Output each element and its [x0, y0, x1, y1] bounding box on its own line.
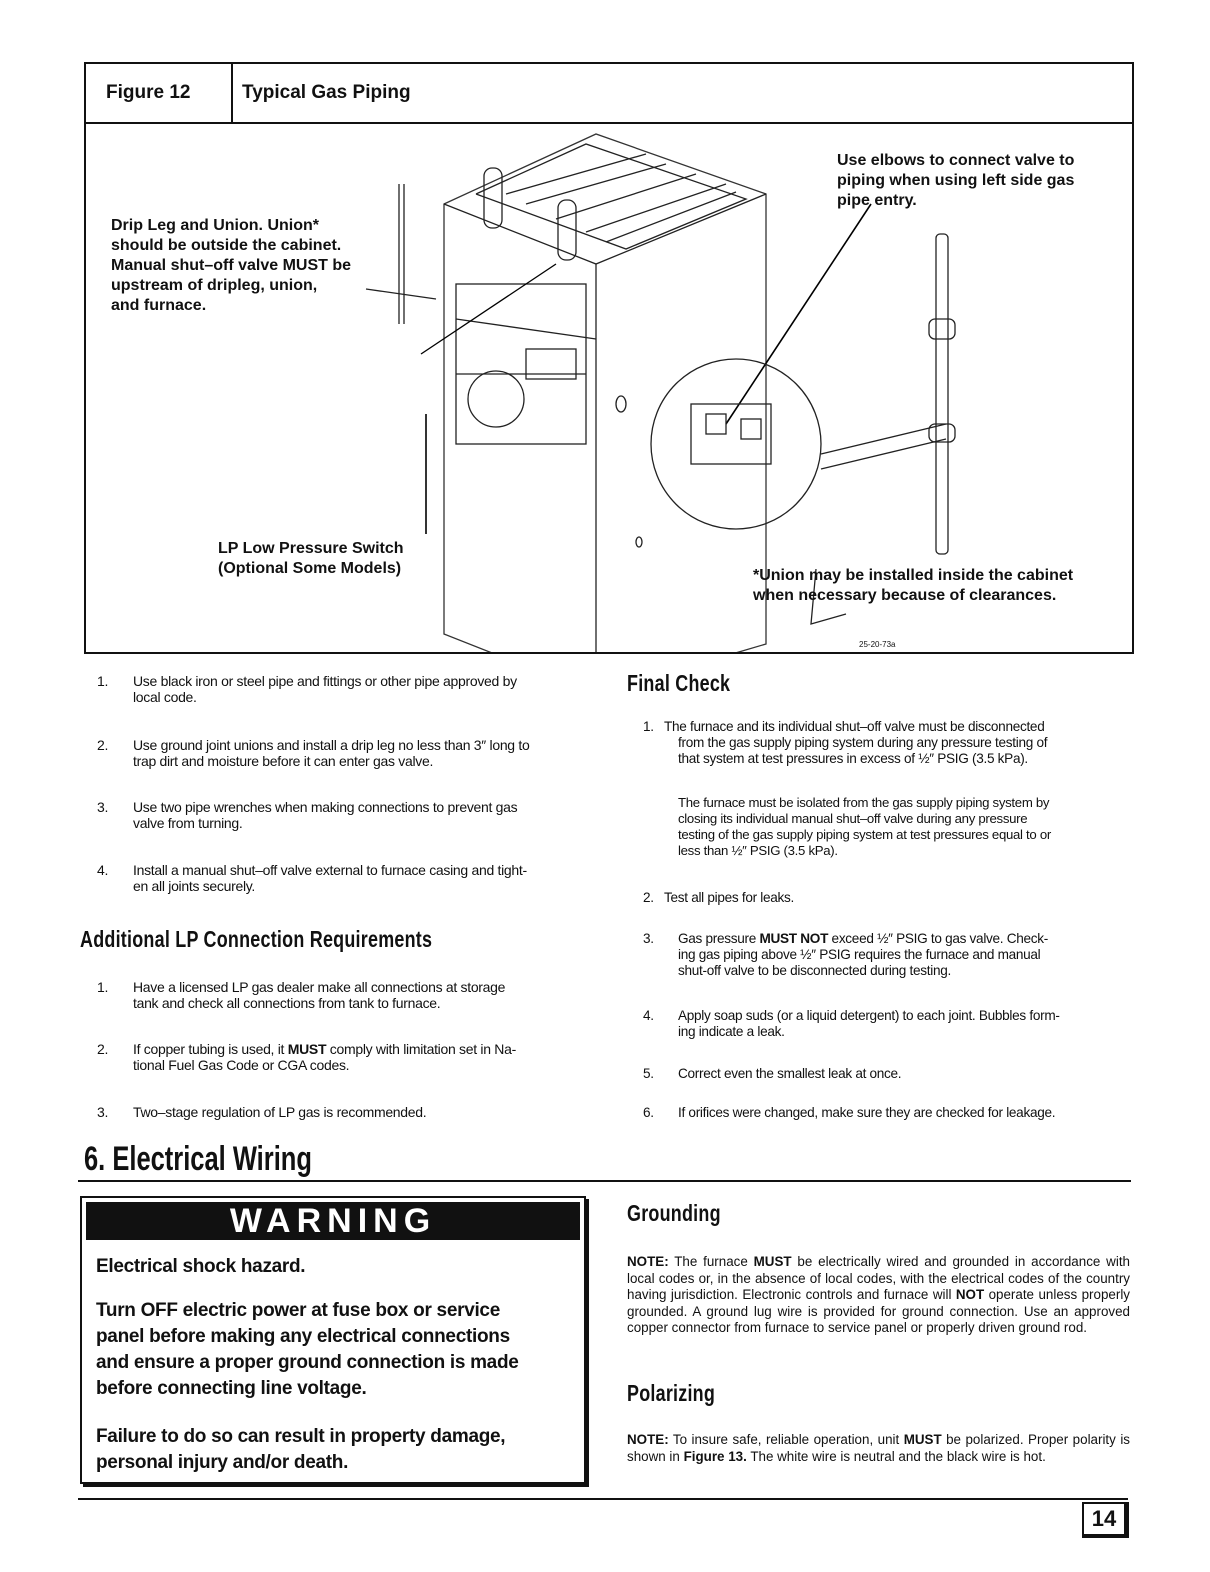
- callout-line: Use elbows to connect valve to: [837, 152, 1075, 169]
- item-number: 2.: [97, 1041, 109, 1057]
- callout-union: [753, 566, 1073, 606]
- divider: [231, 64, 233, 122]
- line: less than ½″ PSIG (3.5 kPa).: [678, 843, 838, 858]
- line: before connecting line voltage.: [96, 1378, 367, 1399]
- line: The furnace must be isolated from the gas supply piping system by: [678, 795, 1050, 810]
- note-label: NOTE:: [627, 1432, 669, 1447]
- callout-line: should be outside the cabinet.: [111, 237, 342, 254]
- line: panel before making any electrical connections: [96, 1326, 510, 1347]
- line: valve from turning.: [133, 815, 243, 831]
- line: ing indicate a leak.: [678, 1024, 785, 1039]
- emphasis: MUST: [753, 1254, 792, 1269]
- figure-12: [84, 62, 1134, 654]
- polarizing-heading: Polarizing: [627, 1380, 716, 1406]
- emphasis: Figure 13.: [683, 1448, 747, 1464]
- warning-box: [80, 1196, 586, 1484]
- item-number: 1.: [643, 719, 654, 734]
- callout-line: Manual shut–off valve MUST be: [111, 257, 352, 274]
- line: Failure to do so can result in property damage,: [96, 1426, 506, 1447]
- item-number: 1.: [97, 673, 109, 689]
- text: comply with limitation set in Na-: [326, 1041, 516, 1057]
- text: To insure safe, reliable operation, unit: [668, 1432, 904, 1447]
- text: be electrically wired and grounded in accordance with local codes or, in the absence of local codes, with the electrical codes of the country having jurisdiction. Electronic controls and furnace will: [627, 1254, 1130, 1302]
- callout-line: pipe entry.: [837, 192, 917, 209]
- emphasis: MUST NOT: [759, 931, 829, 946]
- figure-title: Typical Gas Piping: [242, 82, 411, 103]
- line: Test all pipes for leaks.: [664, 890, 795, 905]
- line: Two–stage regulation of LP gas is recommended.: [133, 1104, 427, 1120]
- callout-drip-leg: [111, 216, 351, 316]
- text: operate unless properly grounded. A ground lug wire is provided for ground connection. Use an approved copper connector from furnace to service panel or properly driven ground rod.: [627, 1287, 1130, 1335]
- line: and ensure a proper ground connection is made: [96, 1352, 519, 1373]
- line: Use black iron or steel pipe and fittings or other pipe approved by: [133, 673, 517, 689]
- callout-elbows: [837, 151, 1074, 211]
- item-number: 2.: [643, 890, 654, 905]
- callout-line: *Union may be installed inside the cabinet: [753, 567, 1074, 584]
- line: Use ground joint unions and install a drip leg no less than 3″ long to: [133, 737, 530, 753]
- line: shut-off valve to be disconnected during testing.: [678, 963, 951, 978]
- item-number: 4.: [643, 1008, 654, 1023]
- line: Apply soap suds (or a liquid detergent) to each joint. Bubbles form-: [678, 1008, 1060, 1023]
- item-number: 4.: [97, 862, 109, 878]
- polarizing-note: [627, 1432, 1130, 1465]
- item-number: 3.: [97, 799, 109, 815]
- line: tank and check all connections from tank to furnace.: [133, 995, 441, 1011]
- line: tional Fuel Gas Code or CGA codes.: [133, 1057, 350, 1073]
- text: Gas pressure: [678, 931, 760, 946]
- warning-hazard: Electrical shock hazard.: [96, 1256, 306, 1277]
- line: Turn OFF electric power at fuse box or service: [96, 1300, 500, 1321]
- callout-line: upstream of dripleg, union,: [111, 277, 318, 294]
- line: ing gas piping above ½″ PSIG requires the furnace and manual: [678, 947, 1041, 962]
- section-heading: 6. Electrical Wiring: [84, 1140, 312, 1178]
- note-label: NOTE:: [627, 1254, 669, 1269]
- callout-line: piping when using left side gas: [837, 172, 1075, 189]
- emphasis: MUST: [287, 1041, 327, 1057]
- line: The furnace and its individual shut–off valve must be disconnected: [664, 719, 1045, 734]
- text: If copper tubing is used, it: [133, 1041, 288, 1057]
- grounding-note: [627, 1254, 1130, 1337]
- line: Install a manual shut–off valve external to furnace casing and tight-: [133, 862, 527, 878]
- grounding-heading: Grounding: [627, 1200, 721, 1226]
- line: personal injury and/or death.: [96, 1452, 349, 1473]
- line: from the gas supply piping system during any pressure testing of: [678, 735, 1048, 750]
- emphasis: MUST: [903, 1432, 942, 1447]
- line: If orifices were changed, make sure they are checked for leakage.: [678, 1105, 1056, 1120]
- text: The white wire is neutral and the black wire is hot.: [746, 1448, 1046, 1464]
- section-rule: [78, 1180, 1131, 1182]
- item-number: 6.: [643, 1105, 654, 1120]
- item-number: 3.: [97, 1104, 109, 1120]
- figure-number: Figure 12: [106, 82, 191, 103]
- item-number: 2.: [97, 737, 109, 753]
- warning-banner: WARNING: [86, 1202, 580, 1240]
- callout-line: (Optional Some Models): [218, 560, 402, 577]
- callout-line: and furnace.: [111, 297, 207, 314]
- footer-rule: [78, 1498, 1128, 1500]
- line: Correct even the smallest leak at once.: [678, 1066, 902, 1081]
- text: The furnace: [668, 1254, 754, 1269]
- final-check-heading: Final Check: [627, 670, 731, 696]
- line: Have a licensed LP gas dealer make all connections at storage: [133, 979, 506, 995]
- warning-consequence: [96, 1424, 576, 1476]
- line: Use two pipe wrenches when making connections to prevent gas: [133, 799, 518, 815]
- lp-heading: Additional LP Connection Requirements: [80, 926, 433, 952]
- line: closing its individual manual shut–off valve during any pressure: [678, 811, 1028, 826]
- item-number: 1.: [97, 979, 109, 995]
- line: testing of the gas supply piping system at test pressures equal to or: [678, 827, 1051, 842]
- callout-lp-switch: [218, 539, 404, 579]
- text: be polarized. Proper polarity is shown in: [627, 1432, 1130, 1464]
- line: en all joints securely.: [133, 878, 256, 894]
- figure-header: [86, 64, 1132, 124]
- callout-line: LP Low Pressure Switch: [218, 540, 404, 557]
- callout-line: Drip Leg and Union. Union*: [111, 217, 319, 234]
- warning-instruction: [96, 1298, 576, 1402]
- line: local code.: [133, 689, 197, 705]
- callout-line: when necessary because of clearances.: [753, 587, 1057, 604]
- text: exceed ½″ PSIG to gas valve. Check-: [828, 931, 1049, 946]
- line: trap dirt and moisture before it can enter gas valve.: [133, 753, 434, 769]
- item-number: 5.: [643, 1066, 654, 1081]
- page-number: 14: [1082, 1502, 1129, 1538]
- item-number: 3.: [643, 931, 654, 946]
- drawing-code: 25-20-73a: [859, 640, 896, 649]
- line: that system at test pressures in excess of ½″ PSIG (3.5 kPa).: [678, 751, 1028, 766]
- emphasis: NOT: [955, 1287, 985, 1302]
